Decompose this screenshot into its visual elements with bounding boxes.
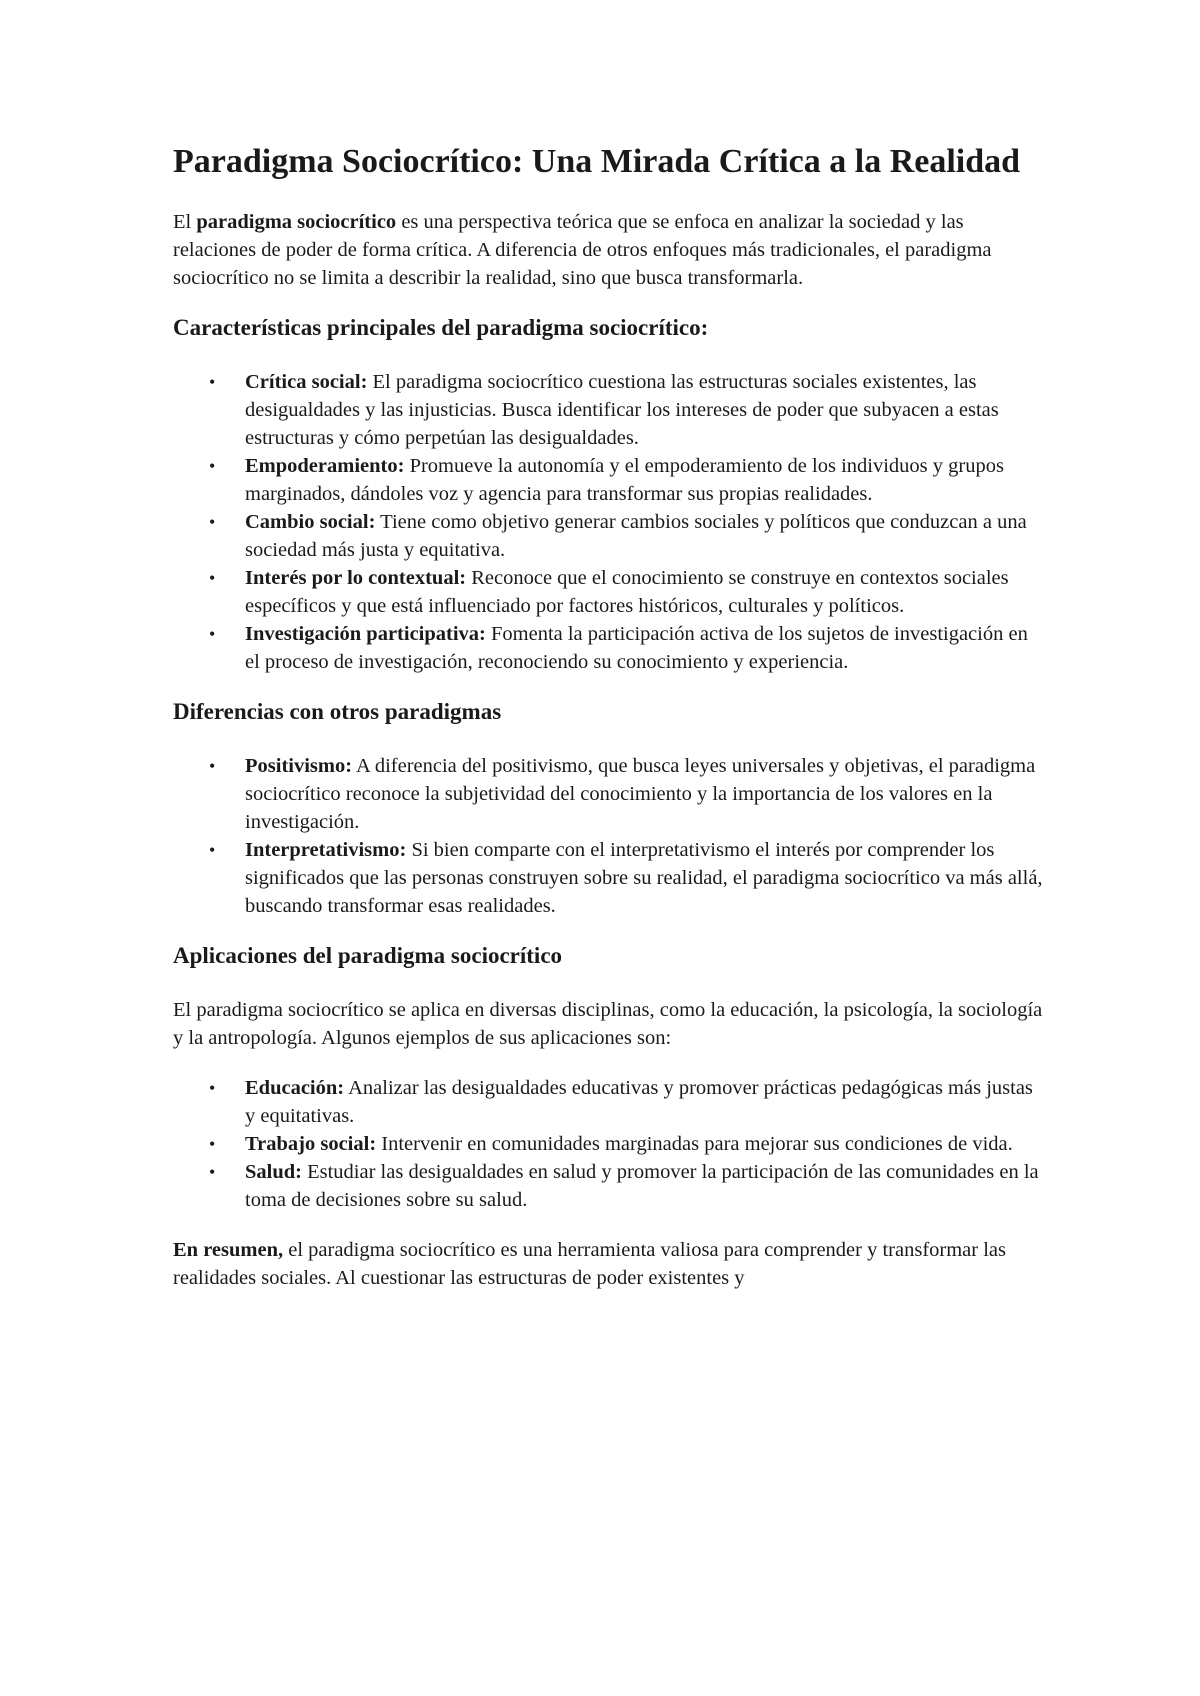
intro-paragraph xyxy=(173,208,1043,292)
bullet-icon: • xyxy=(209,568,216,588)
list-item-term: Salud: xyxy=(245,1161,302,1183)
list-item xyxy=(209,452,1043,508)
aplicaciones-list xyxy=(173,1074,1043,1214)
list-item xyxy=(209,1158,1043,1214)
list-item-term: Cambio social: xyxy=(245,511,376,533)
list-item-term: Crítica social: xyxy=(245,371,368,393)
bullet-icon: • xyxy=(209,756,216,776)
list-item-text: Tiene como objetivo generar cambios sociales y políticos que conduzcan a una sociedad más justa y equitativa. xyxy=(245,511,1027,561)
section-heading-caracteristicas: Características principales del paradigma sociocrítico: xyxy=(173,315,709,340)
list-item-text: Analizar las desigualdades educativas y promover prácticas pedagógicas más justas y equitativas. xyxy=(245,1077,1033,1127)
document-title: Paradigma Sociocrítico: Una Mirada Crítica a la Realidad xyxy=(173,143,1021,180)
list-item-term: Empoderamiento: xyxy=(245,455,405,477)
caracteristicas-list xyxy=(173,368,1043,676)
bullet-icon: • xyxy=(209,512,216,532)
diferencias-list xyxy=(173,752,1043,920)
section-heading-diferencias: Diferencias con otros paradigmas xyxy=(173,699,502,724)
list-item-term: Interés por lo contextual: xyxy=(245,567,467,589)
bullet-icon: • xyxy=(209,840,216,860)
list-item-text: A diferencia del positivismo, que busca leyes universales y objetivas, el paradigma sociocrítico reconoce la subjetividad del conocimiento y la importancia de los valores en la investigación. xyxy=(245,755,1036,833)
bullet-icon: • xyxy=(209,1162,216,1182)
list-item-term: Interpretativismo: xyxy=(245,839,407,861)
list-item-text: Reconoce que el conocimiento se construye en contextos sociales específicos y que está influenciado por factores históricos, culturales y políticos. xyxy=(245,567,1009,617)
list-item xyxy=(209,1074,1043,1130)
list-item-term: Investigación participativa: xyxy=(245,623,486,645)
document-page xyxy=(173,142,1043,1314)
list-item xyxy=(209,564,1043,620)
intro-pre: El xyxy=(173,211,197,233)
list-item-text: Promueve la autonomía y el empoderamiento de los individuos y grupos marginados, dándoles voz y agencia para transformar sus propias realidades. xyxy=(245,455,1004,505)
list-item-term: Educación: xyxy=(245,1077,345,1099)
list-item-text: Estudiar las desigualdades en salud y promover la participación de las comunidades en la toma de decisiones sobre su salud. xyxy=(245,1161,1039,1211)
aplicaciones-intro: El paradigma sociocrítico se aplica en diversas disciplinas, como la educación, la psicología, la sociología y la antropología. Algunos ejemplos de sus aplicaciones son: xyxy=(173,999,1043,1049)
bullet-icon: • xyxy=(209,1078,216,1098)
list-item-text: El paradigma sociocrítico cuestiona las estructuras sociales existentes, las desigualdades y las injusticias. Busca identificar los intereses de poder que subyacen a estas estructuras y cómo perpetúan las desigualdades. xyxy=(245,371,999,449)
list-item xyxy=(209,1130,1043,1158)
list-item xyxy=(209,368,1043,452)
list-item-text: Intervenir en comunidades marginadas para mejorar sus condiciones de vida. xyxy=(376,1133,1013,1155)
bullet-icon: • xyxy=(209,456,216,476)
bullet-icon: • xyxy=(209,1134,216,1154)
intro-bold-term: paradigma sociocrítico xyxy=(196,211,397,233)
list-item xyxy=(209,508,1043,564)
bullet-icon: • xyxy=(209,624,216,644)
section-heading-aplicaciones: Aplicaciones del paradigma sociocrítico xyxy=(173,943,563,968)
summary-paragraph xyxy=(173,1236,1043,1292)
summary-text: el paradigma sociocrítico es una herramienta valiosa para comprender y transformar las realidades sociales. Al cuestionar las estructuras de poder existentes y xyxy=(173,1239,1006,1289)
list-item-text: Si bien comparte con el interpretativismo el interés por comprender los significados que las personas construyen sobre su realidad, el paradigma sociocrítico va más allá, buscando transformar esas realidades. xyxy=(245,839,1043,917)
list-item-term: Positivismo: xyxy=(245,755,353,777)
list-item xyxy=(209,620,1043,676)
bullet-icon: • xyxy=(209,372,216,392)
list-item xyxy=(209,836,1043,920)
list-item-term: Trabajo social: xyxy=(245,1133,377,1155)
list-item-text: Fomenta la participación activa de los sujetos de investigación en el proceso de investigación, reconociendo su conocimiento y experiencia. xyxy=(245,623,1028,673)
intro-post: es una perspectiva teórica que se enfoca en analizar la sociedad y las relaciones de poder de forma crítica. A diferencia de otros enfoques más tradicionales, el paradigma sociocrítico no se limita a describir la realidad, sino que busca transformarla. xyxy=(173,211,992,289)
summary-bold-lead: En resumen, xyxy=(173,1239,284,1261)
list-item xyxy=(209,752,1043,836)
